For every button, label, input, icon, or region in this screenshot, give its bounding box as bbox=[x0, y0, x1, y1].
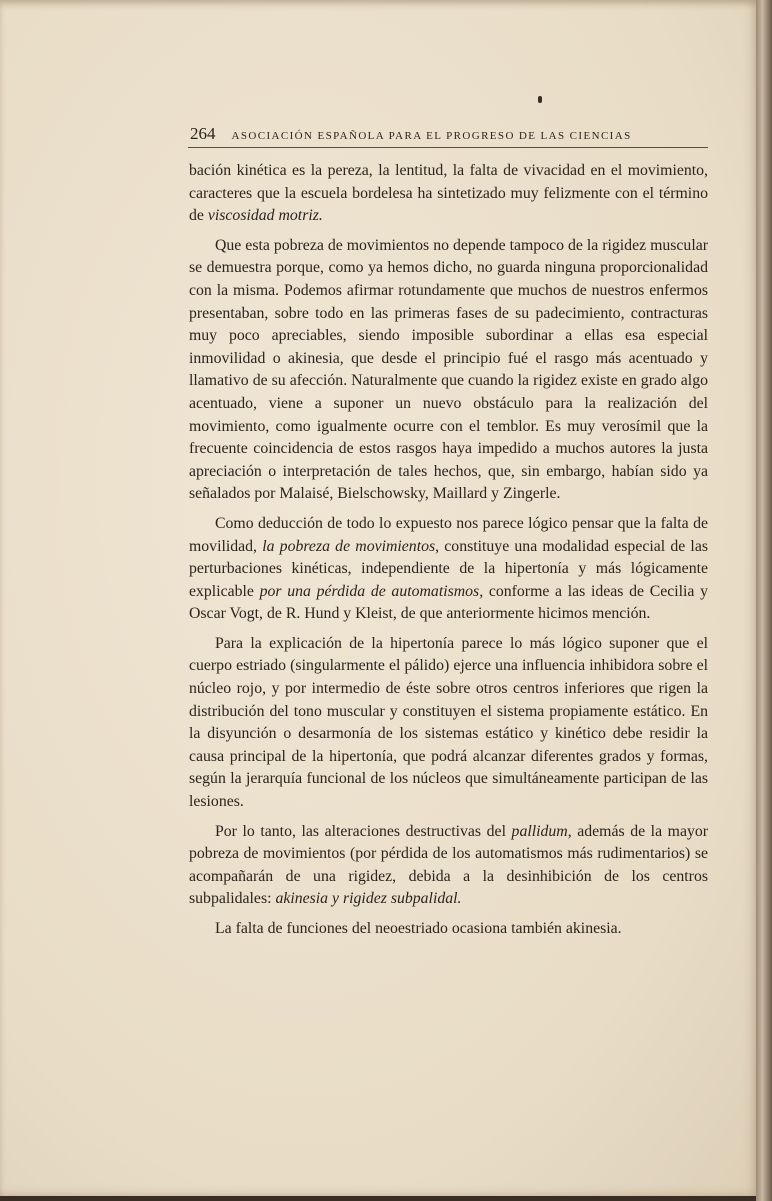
text-run: Para la explicación de la hipertonía parece lo más lógico suponer que el cuerpo estriado (singularmente el pálido) ejerce una influencia inhibidora sobre el núcleo rojo, y por intermedio de éste sobre otros centros inferiores que rigen la distribución del tono muscular y constituyen el sistema propiamente estático. En la disyunción o desarmonía de los sistemas estático y kinético debe residir la causa principal de la hipertonía, que podrá alcanzar diferentes grados y formas, según la jerarquía funcional de los núcleos que simultáneamente participan de las lesiones. bbox=[189, 634, 708, 811]
text-run: Como deducción de todo lo expuesto nos parece lógico pensar que la falta de movilidad, bbox=[189, 514, 708, 555]
page-header bbox=[190, 124, 710, 144]
header-rule bbox=[188, 147, 708, 148]
page-number: 264 bbox=[190, 124, 216, 143]
text-run: Que esta pobreza de movimientos no depende tampoco de la rigidez muscular se demuestra porque, como ya hemos dicho, no guarda ninguna proporcionalidad con la misma. Podemos afirmar rotundamente que muchos de nuestros enfermos presentaban, sobre todo en las primeras fases de su padecimiento, contracturas muy poco apreciables, siendo imposible subordinar a ellas esa especial inmovilidad o akinesia, que desde el principio fué el rasgo más acentuado y llamativo de su afección. Naturalmente que cuando la rigidez existe en grado algo acentuado, viene a suponer un nuevo obstáculo para la realización del movimiento, como igualmente ocurre con el temblor. Es muy verosímil que la frecuente coincidencia de estos rasgos haya impedido a muchos autores la justa apreciación o interpretación de tales hechos, que, sin embargo, habían sido ya señalados por Malaisé, Bielschowsky, Maillard y Zingerle. bbox=[189, 236, 708, 503]
paragraph bbox=[189, 160, 708, 228]
italic-text-run: akinesia y rigidez subpalidal. bbox=[275, 890, 462, 908]
italic-text-run: viscosidad motriz. bbox=[207, 207, 323, 225]
ink-speck bbox=[538, 96, 542, 103]
paragraph bbox=[189, 235, 708, 506]
paragraph bbox=[189, 633, 708, 814]
text-run: , además de la mayor pobreza de movimientos (por pérdida de los automatismos más rudimentarios) se acompañarán de una rigidez, debida a la desinhibición de los centros subpalidales: bbox=[189, 822, 709, 908]
book-spine bbox=[756, 0, 772, 1201]
paragraph bbox=[189, 821, 708, 911]
text-run: bación kinética es la pereza, la lentitud, la falta de vivacidad en el movimiento, caracteres que la escuela bordelesa ha sintetizado muy felizmente con el término de bbox=[189, 162, 708, 225]
body-text bbox=[189, 160, 708, 948]
text-run: , constituye una modalidad especial de las perturbaciones kinéticas, independiente de la hipertonía y más lógicamente explicable bbox=[189, 537, 708, 600]
running-title: ASOCIACIÓN ESPAÑOLA PARA EL PROGRESO DE LAS CIENCIAS bbox=[231, 130, 632, 142]
text-run: conforme a las ideas de Cecilia y Oscar Vogt, de R. Hund y Kleist, de que anteriormente hicimos mención. bbox=[189, 582, 709, 623]
italic-text-run: por una pérdida de automatismos, bbox=[259, 582, 484, 600]
italic-text-run: la pobreza de movimientos bbox=[262, 537, 436, 555]
text-run: La falta de funciones del neoestriado ocasiona también akinesia. bbox=[215, 920, 622, 937]
paragraph bbox=[189, 918, 708, 941]
text-run: Por lo tanto, las alteraciones destructivas del bbox=[215, 822, 512, 840]
paragraph bbox=[189, 513, 708, 626]
italic-text-run: pallidum bbox=[511, 822, 568, 840]
